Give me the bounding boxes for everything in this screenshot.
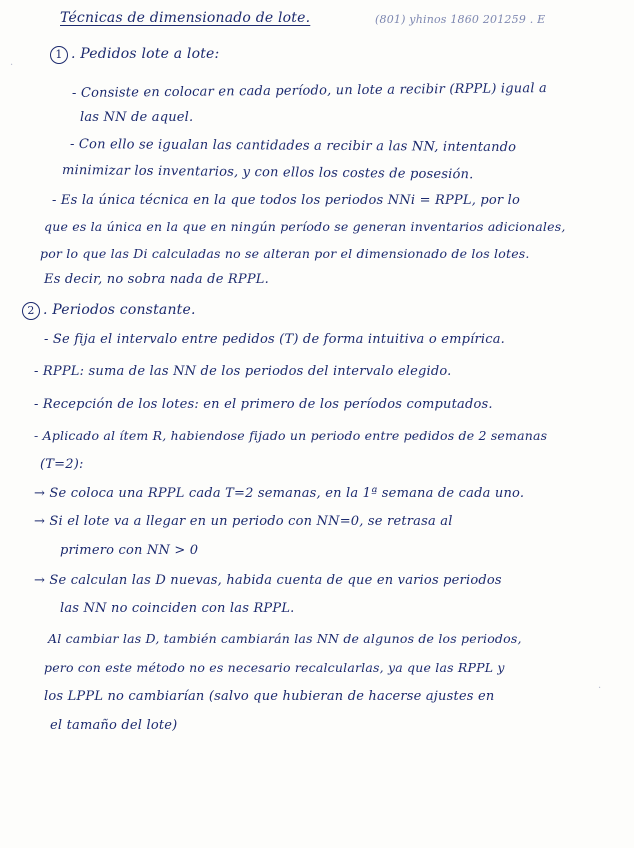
text-line: → Se coloca una RPPL cada T=2 semanas, en la 1ª semana de cada uno. — [34, 486, 525, 501]
text-line: primero con NN > 0 — [60, 543, 199, 558]
text-line: Es decir, no sobra nada de RPPL. — [44, 272, 269, 287]
text-line: que es la única en la que en ningún período se generan inventarios adicionales, — [44, 219, 566, 234]
text-line: por lo que las Di calculadas no se alteran por el dimensionado de los lotes. — [40, 246, 530, 261]
margin-mark: · — [598, 683, 602, 694]
section-2-number: 2 — [22, 302, 40, 320]
text-line: Al cambiar las D, también cambiarán las NN de algunos de los periodos, — [48, 631, 522, 646]
page-title: Técnicas de dimensionado de lote. — [60, 10, 311, 26]
text-line: el tamaño del lote) — [50, 718, 178, 733]
text-line: → Se calculan las D nuevas, habida cuenta de que en varios periodos — [34, 573, 502, 588]
section-2-title: . Periodos constante. — [43, 302, 196, 318]
text-line: - Es la única técnica en la que todos los periodos NNi = RPPL, por lo — [52, 193, 521, 208]
text-line: pero con este método no es necesario recalcularlas, ya que las RPPL y — [44, 660, 505, 675]
text-line: - RPPL: suma de las NN de los periodos del intervalo elegido. — [34, 364, 452, 379]
section-1-title: . Pedidos lote a lote: — [71, 46, 220, 62]
text-line: las NN no coinciden con las RPPL. — [60, 601, 295, 616]
text-line: - Se fija el intervalo entre pedidos (T) de forma intuitiva o empírica. — [44, 332, 506, 347]
text-line: - Recepción de los lotes: en el primero de los períodos computados. — [34, 397, 493, 412]
section-1-number: 1 — [50, 46, 68, 64]
text-line: - Con ello se igualan las cantidades a recibir a las NN, intentando — [69, 137, 517, 156]
text-line: - Consiste en colocar en cada período, un lote a recibir (RPPL) igual a — [71, 81, 548, 101]
text-line: los LPPL no cambiarían (salvo que hubieran de hacerse ajustes en — [44, 689, 495, 704]
margin-mark: · — [10, 60, 14, 71]
page-meta: (801) yhinos 1860 201259 . E — [375, 13, 546, 26]
text-line: → Si el lote va a llegar en un periodo con NN=0, se retrasa al — [34, 514, 453, 529]
section-1-heading — [50, 46, 219, 64]
text-line: las NN de aquel. — [80, 110, 194, 125]
text-line: - Aplicado al ítem R, habiendose fijado un periodo entre pedidos de 2 semanas — [34, 428, 548, 443]
text-line: minimizar los inventarios, y con ellos los costes de posesión. — [61, 163, 474, 183]
section-2-heading — [22, 302, 196, 320]
text-line: (T=2): — [40, 457, 84, 472]
